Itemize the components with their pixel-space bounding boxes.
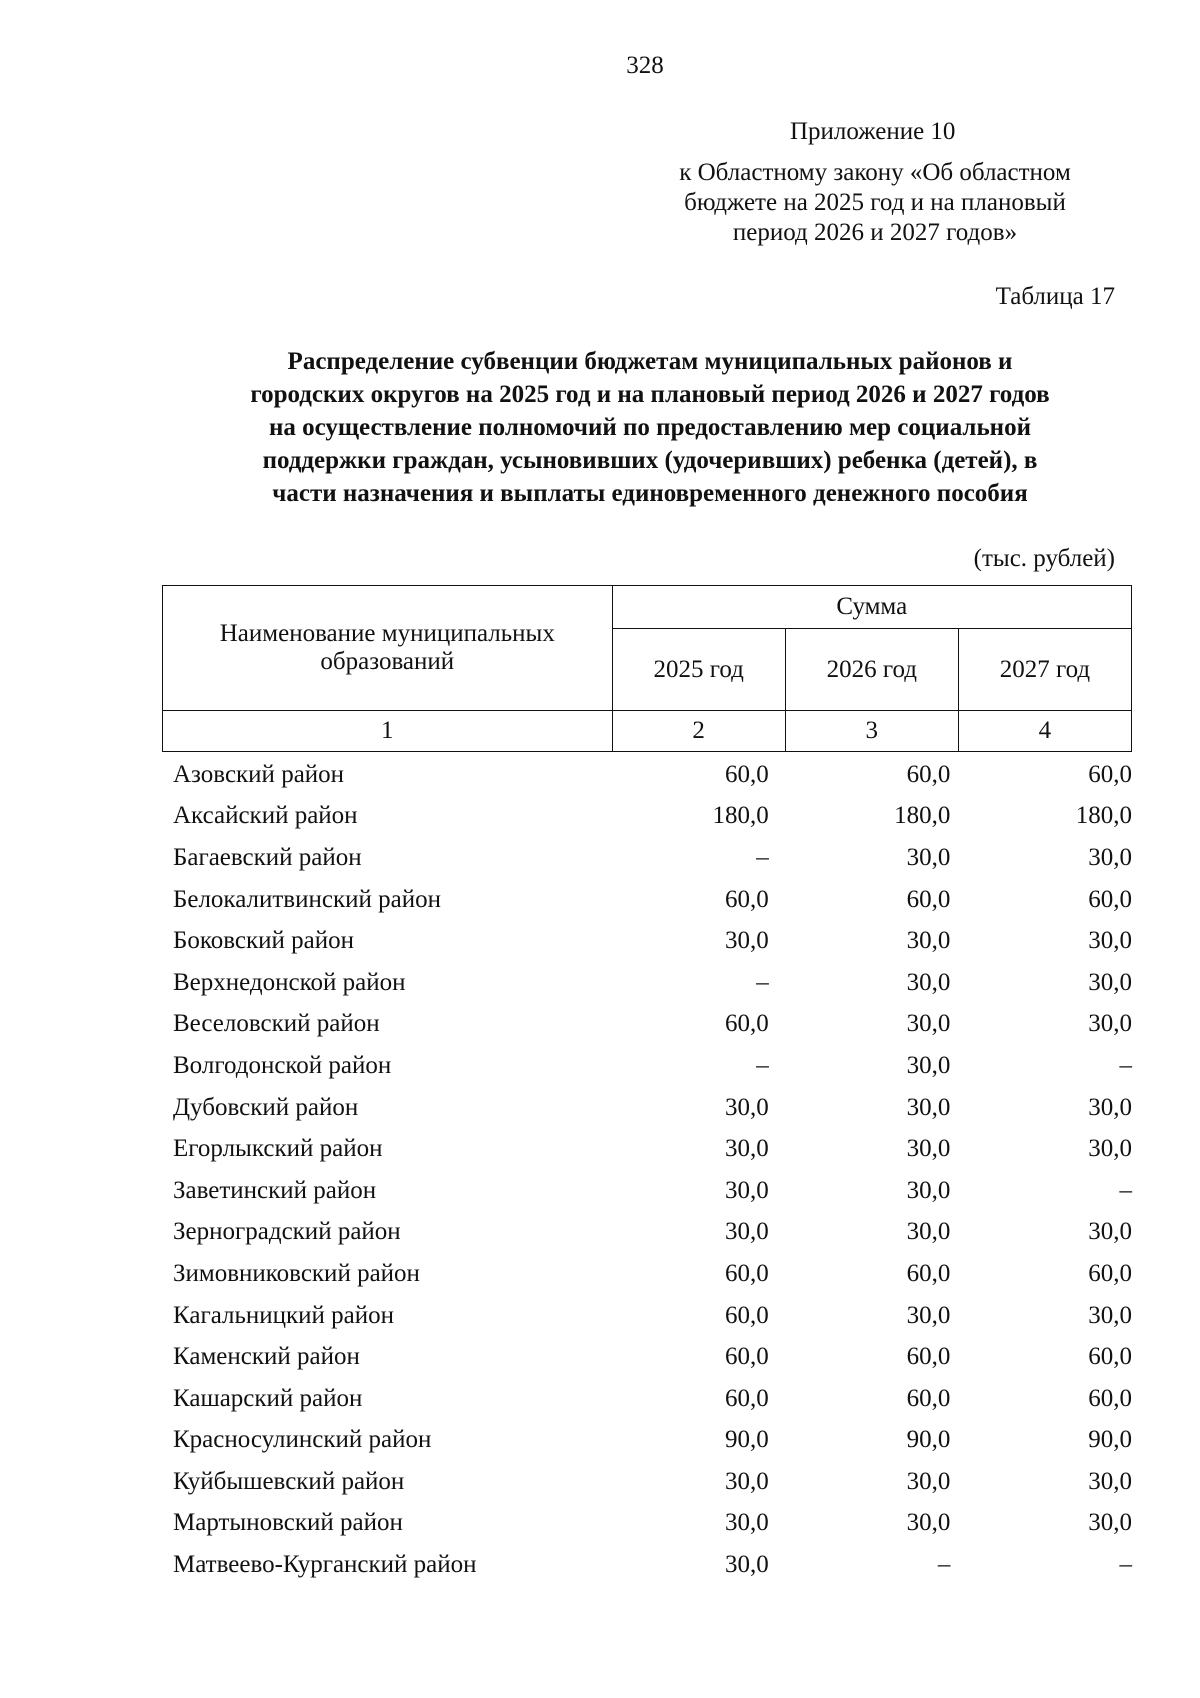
value-2027: 90,0 bbox=[1088, 1426, 1132, 1454]
table-row bbox=[162, 754, 1132, 796]
value-2025: 30,0 bbox=[724, 1218, 769, 1246]
table-row bbox=[162, 1336, 1132, 1378]
law-reference-line: бюджете на 2025 год и на плановый bbox=[684, 189, 1066, 216]
value-2026: 180,0 bbox=[894, 802, 951, 830]
value-2027: 180,0 bbox=[1075, 802, 1132, 830]
value-2026: 60,0 bbox=[906, 1384, 951, 1412]
table-row bbox=[162, 1420, 1132, 1462]
table-row bbox=[162, 1544, 1132, 1586]
value-2027: 60,0 bbox=[1088, 1259, 1132, 1287]
table-label: Таблица 17 bbox=[995, 283, 1115, 310]
table-row bbox=[162, 796, 1132, 838]
page-number: 328 bbox=[626, 52, 664, 79]
value-2025: 60,0 bbox=[724, 1010, 769, 1038]
value-2025: – bbox=[756, 843, 769, 871]
value-2027: 30,0 bbox=[1088, 968, 1132, 996]
table-row bbox=[162, 1087, 1132, 1129]
header-year-2025: 2025 год bbox=[612, 629, 785, 711]
value-2025: 180,0 bbox=[712, 802, 769, 830]
table-row bbox=[162, 1461, 1132, 1503]
units-label: (тыс. рублей) bbox=[973, 545, 1115, 572]
header-year-2027: 2027 год bbox=[958, 629, 1131, 711]
municipality-name: Матвеево-Курганский район bbox=[173, 1551, 477, 1579]
value-2026: 60,0 bbox=[906, 760, 951, 788]
municipality-name: Волгодонской район bbox=[173, 1051, 392, 1079]
table-row bbox=[162, 879, 1132, 921]
municipality-name: Боковский район bbox=[173, 927, 354, 955]
municipality-name: Кагальницкий район bbox=[173, 1301, 395, 1329]
value-2026: 30,0 bbox=[906, 1218, 951, 1246]
value-2025: 30,0 bbox=[724, 1551, 769, 1579]
table-row bbox=[162, 962, 1132, 1004]
table-row bbox=[162, 1045, 1132, 1087]
value-2025: 30,0 bbox=[724, 1176, 769, 1204]
value-2026: 30,0 bbox=[906, 1467, 951, 1495]
table-row bbox=[162, 1170, 1132, 1212]
title-line: Распределение субвенции бюджетам муниципальных районов и bbox=[287, 348, 1013, 375]
value-2026: 60,0 bbox=[906, 1343, 951, 1371]
table-row bbox=[162, 1212, 1132, 1254]
value-2025: 30,0 bbox=[724, 1467, 769, 1495]
municipality-name: Каменский район bbox=[173, 1343, 360, 1371]
municipality-name: Азовский район bbox=[173, 760, 345, 788]
value-2027: 60,0 bbox=[1088, 885, 1132, 913]
municipality-name: Аксайский район bbox=[173, 802, 358, 830]
value-2026: 30,0 bbox=[906, 1301, 951, 1329]
document-title bbox=[170, 345, 1130, 510]
municipality-name: Верхнедонской район bbox=[173, 968, 406, 996]
value-2025: 60,0 bbox=[724, 1259, 769, 1287]
value-2025: 90,0 bbox=[724, 1426, 769, 1454]
value-2025: 30,0 bbox=[724, 1509, 769, 1537]
header-name-column: Наименование муниципальных образований bbox=[163, 586, 613, 711]
value-2027: 30,0 bbox=[1088, 1010, 1132, 1038]
column-number: 2 bbox=[612, 711, 785, 752]
municipality-name: Белокалитвинский район bbox=[173, 885, 441, 913]
municipality-name: Куйбышевский район bbox=[173, 1467, 405, 1495]
table-row bbox=[162, 1295, 1132, 1337]
appendix-title: Приложение 10 bbox=[790, 118, 956, 145]
table-row bbox=[162, 920, 1132, 962]
value-2025: – bbox=[756, 968, 769, 996]
value-2026: 30,0 bbox=[906, 1135, 951, 1163]
title-line: части назначения и выплаты единовременного денежного пособия bbox=[272, 480, 1028, 507]
value-2026: 60,0 bbox=[906, 885, 951, 913]
value-2027: 60,0 bbox=[1088, 1384, 1132, 1412]
column-number: 1 bbox=[163, 711, 613, 752]
municipality-name: Заветинский район bbox=[173, 1176, 377, 1204]
table-row bbox=[162, 1128, 1132, 1170]
municipality-name: Зерноградский район bbox=[173, 1218, 401, 1246]
municipality-name: Дубовский район bbox=[173, 1093, 359, 1121]
value-2027: 30,0 bbox=[1088, 1135, 1132, 1163]
municipality-name: Красносулинский район bbox=[173, 1426, 432, 1454]
value-2027: 30,0 bbox=[1088, 927, 1132, 955]
value-2026: 30,0 bbox=[906, 1509, 951, 1537]
law-reference-line: период 2026 и 2027 годов» bbox=[732, 219, 1018, 246]
value-2026: 60,0 bbox=[906, 1259, 951, 1287]
value-2025: 60,0 bbox=[724, 760, 769, 788]
title-line: городских округов на 2025 год и на плановый период 2026 и 2027 годов bbox=[250, 381, 1050, 408]
value-2025: 60,0 bbox=[724, 1343, 769, 1371]
value-2027: 30,0 bbox=[1088, 843, 1132, 871]
value-2025: 60,0 bbox=[724, 1384, 769, 1412]
value-2027: 30,0 bbox=[1088, 1093, 1132, 1121]
value-2025: 60,0 bbox=[724, 885, 769, 913]
value-2025: 30,0 bbox=[724, 1135, 769, 1163]
municipality-name: Зимовниковский район bbox=[173, 1259, 420, 1287]
value-2027: 30,0 bbox=[1088, 1218, 1132, 1246]
value-2027: – bbox=[1119, 1176, 1132, 1204]
table-row bbox=[162, 1004, 1132, 1046]
table-row bbox=[162, 1253, 1132, 1295]
value-2026: 30,0 bbox=[906, 1010, 951, 1038]
column-number: 3 bbox=[785, 711, 958, 752]
municipality-name: Кашарский район bbox=[173, 1384, 363, 1412]
value-2026: 30,0 bbox=[906, 927, 951, 955]
value-2025: 30,0 bbox=[724, 1093, 769, 1121]
value-2026: 30,0 bbox=[906, 843, 951, 871]
header-sum-group: Сумма bbox=[612, 586, 1131, 629]
value-2025: 60,0 bbox=[724, 1301, 769, 1329]
table-row bbox=[162, 1378, 1132, 1420]
municipality-name: Мартыновский район bbox=[173, 1509, 403, 1537]
value-2026: 90,0 bbox=[906, 1426, 951, 1454]
value-2027: 30,0 bbox=[1088, 1301, 1132, 1329]
value-2026: 30,0 bbox=[906, 968, 951, 996]
law-reference-line: к Областному закону «Об областном bbox=[679, 159, 1071, 186]
table-row bbox=[162, 1503, 1132, 1545]
value-2026: – bbox=[937, 1551, 951, 1579]
law-reference bbox=[640, 158, 1110, 248]
value-2027: – bbox=[1119, 1551, 1132, 1579]
table-row bbox=[162, 837, 1132, 879]
value-2026: 30,0 bbox=[906, 1176, 951, 1204]
value-2027: – bbox=[1119, 1051, 1132, 1079]
column-number: 4 bbox=[958, 711, 1131, 752]
value-2027: 30,0 bbox=[1088, 1509, 1132, 1537]
municipality-name: Багаевский район bbox=[173, 843, 362, 871]
municipality-name: Егорлыкский район bbox=[173, 1135, 383, 1163]
title-line: поддержки граждан, усыновивших (удочеривших) ребенка (детей), в bbox=[262, 447, 1038, 474]
value-2027: 30,0 bbox=[1088, 1467, 1132, 1495]
value-2026: 30,0 bbox=[906, 1051, 951, 1079]
value-2025: 30,0 bbox=[724, 927, 769, 955]
value-2025: – bbox=[756, 1051, 769, 1079]
municipality-name: Веселовский район bbox=[173, 1010, 380, 1038]
data-table bbox=[162, 754, 1132, 1586]
table-header bbox=[162, 585, 1132, 752]
value-2026: 30,0 bbox=[906, 1093, 951, 1121]
header-year-2026: 2026 год bbox=[785, 629, 958, 711]
value-2027: 60,0 bbox=[1088, 760, 1132, 788]
title-line: на осуществление полномочий по предоставлению мер социальной bbox=[269, 414, 1031, 441]
value-2027: 60,0 bbox=[1088, 1343, 1132, 1371]
